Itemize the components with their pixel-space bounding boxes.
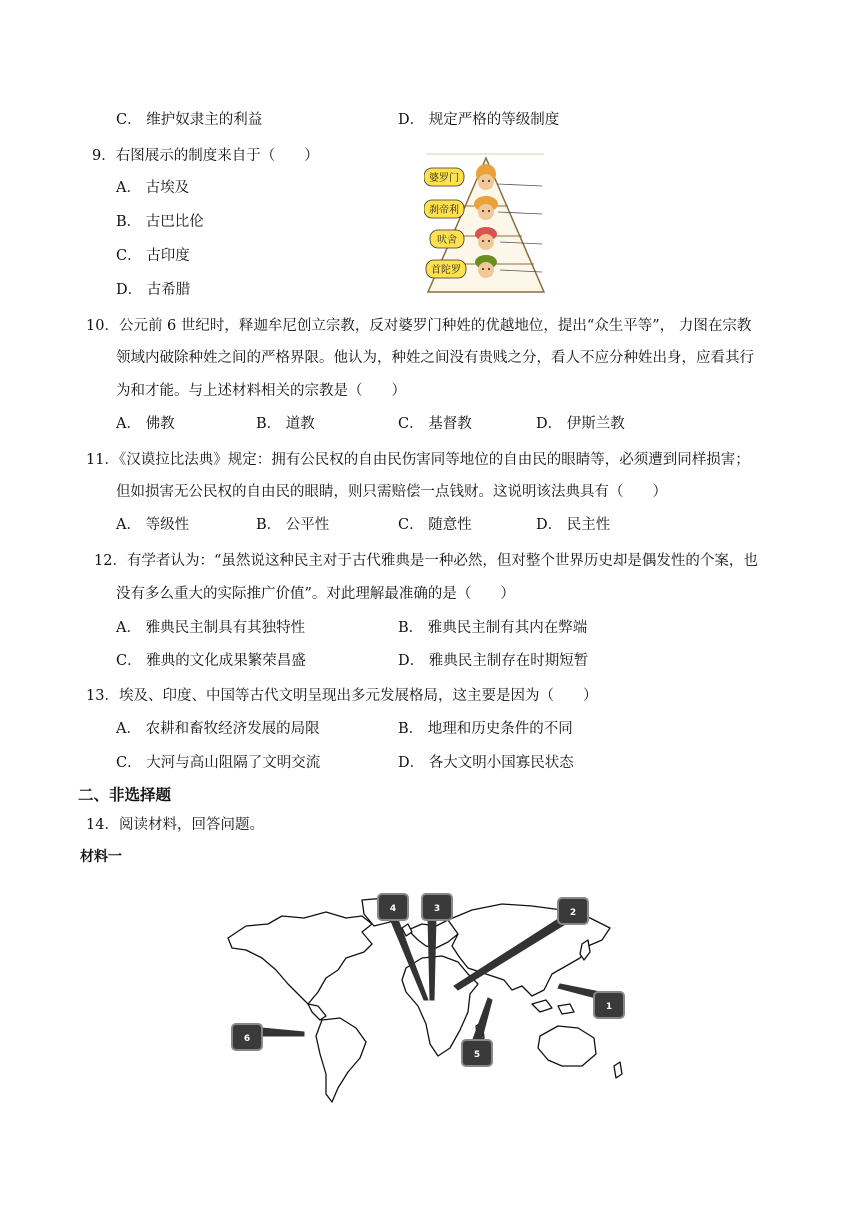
- q11-stem-line-2: 但如损害无公民权的自由民的眼睛，则只需赔偿一点钱财。这说明该法典具有（ ）: [116, 484, 667, 500]
- q10-stem-line-3: 为和才能。与上述材料相关的宗教是（ ）: [116, 383, 406, 399]
- section-heading: 二、非选择题: [78, 786, 172, 804]
- q9-stem: 9．右图展示的制度来自于（ ）: [92, 148, 319, 164]
- caste-label: 吠舍: [437, 235, 457, 246]
- q12-option-d[interactable]: D． 雅典民主制存在时期短暂: [398, 653, 589, 669]
- q13-stem: 13．埃及、印度、中国等古代文明呈现出多元发展格局，这主要是因为（ ）: [86, 688, 598, 704]
- q9-option-a[interactable]: A． 古埃及: [116, 180, 190, 196]
- q11-option-d[interactable]: D． 民主性: [536, 517, 611, 533]
- map-label-2: 2: [569, 908, 577, 918]
- map-label-5: 5: [473, 1050, 481, 1060]
- q12-option-b[interactable]: B． 雅典民主制有其内在弊端: [398, 620, 588, 636]
- q12-option-c[interactable]: C． 雅典的文化成果繁荣昌盛: [116, 653, 306, 669]
- q14-stem: 14．阅读材料，回答问题。: [86, 817, 264, 833]
- q12-stem-line-2: 没有多么重大的实际推广价值”。对此理解最准确的是（ ）: [116, 586, 515, 602]
- pointer-6: [262, 1028, 304, 1036]
- q10-option-b[interactable]: B． 道教: [256, 416, 315, 432]
- pointer-3: [428, 918, 436, 1000]
- q12-stem-line-1: 12．有学者认为：“虽然说这种民主对于古代雅典是一种必然，但对整个世界历史却是偶发性的个案，也: [94, 553, 758, 569]
- q10-stem-line-1: 10．公元前 6 世纪时，释迦牟尼创立宗教，反对婆罗门种姓的优越地位，提出“众生平等”， 力图在宗教: [86, 318, 752, 334]
- q10-option-d[interactable]: D． 伊斯兰教: [536, 416, 625, 432]
- q13-option-b[interactable]: B． 地理和历史条件的不同: [398, 721, 573, 737]
- q9-option-d[interactable]: D． 古希腊: [116, 282, 191, 298]
- q8-option-c[interactable]: C． 维护奴隶主的利益: [116, 112, 263, 128]
- q13-option-c[interactable]: C． 大河与高山阻隔了文明交流: [116, 755, 321, 771]
- caste-label: 刹帝利: [429, 205, 459, 216]
- pointer-5: [472, 998, 492, 1046]
- q9-option-b[interactable]: B． 古巴比伦: [116, 214, 204, 230]
- caste-label: 婆罗门: [429, 173, 459, 184]
- map-label-3: 3: [433, 904, 441, 914]
- caste-label: 首陀罗: [431, 265, 461, 276]
- q11-option-b[interactable]: B． 公平性: [256, 517, 330, 533]
- q12-option-a[interactable]: A． 雅典民主制具有其独特性: [116, 620, 306, 636]
- q11-option-c[interactable]: C． 随意性: [398, 517, 472, 533]
- q9-option-c[interactable]: C． 古印度: [116, 248, 190, 264]
- q13-option-d[interactable]: D． 各大文明小国寡民状态: [398, 755, 574, 771]
- q8-option-d[interactable]: D． 规定严格的等级制度: [398, 112, 560, 128]
- q11-option-a[interactable]: A． 等级性: [116, 517, 190, 533]
- q11-stem-line-1: 11．《汉谟拉比法典》规定：拥有公民权的自由民伤害同等地位的自由民的眼睛等，必须遭到同样损害；: [86, 452, 750, 468]
- q10-option-c[interactable]: C． 基督教: [398, 416, 472, 432]
- material-label: 材料一: [80, 849, 122, 865]
- q13-option-a[interactable]: A． 农耕和畜牧经济发展的局限: [116, 721, 320, 737]
- q10-stem-line-2: 领域内破除种姓之间的严格界限。他认为，种姓之间没有贵贱之分，看人不应分种姓出身，应看其行: [116, 350, 754, 366]
- world-map-figure: [222, 888, 640, 1110]
- map-label-1: 1: [605, 1002, 613, 1012]
- map-label-4: 4: [389, 904, 397, 914]
- q10-option-a[interactable]: A． 佛教: [116, 416, 175, 432]
- caste-pyramid-figure: [424, 150, 548, 296]
- map-label-6: 6: [243, 1034, 251, 1044]
